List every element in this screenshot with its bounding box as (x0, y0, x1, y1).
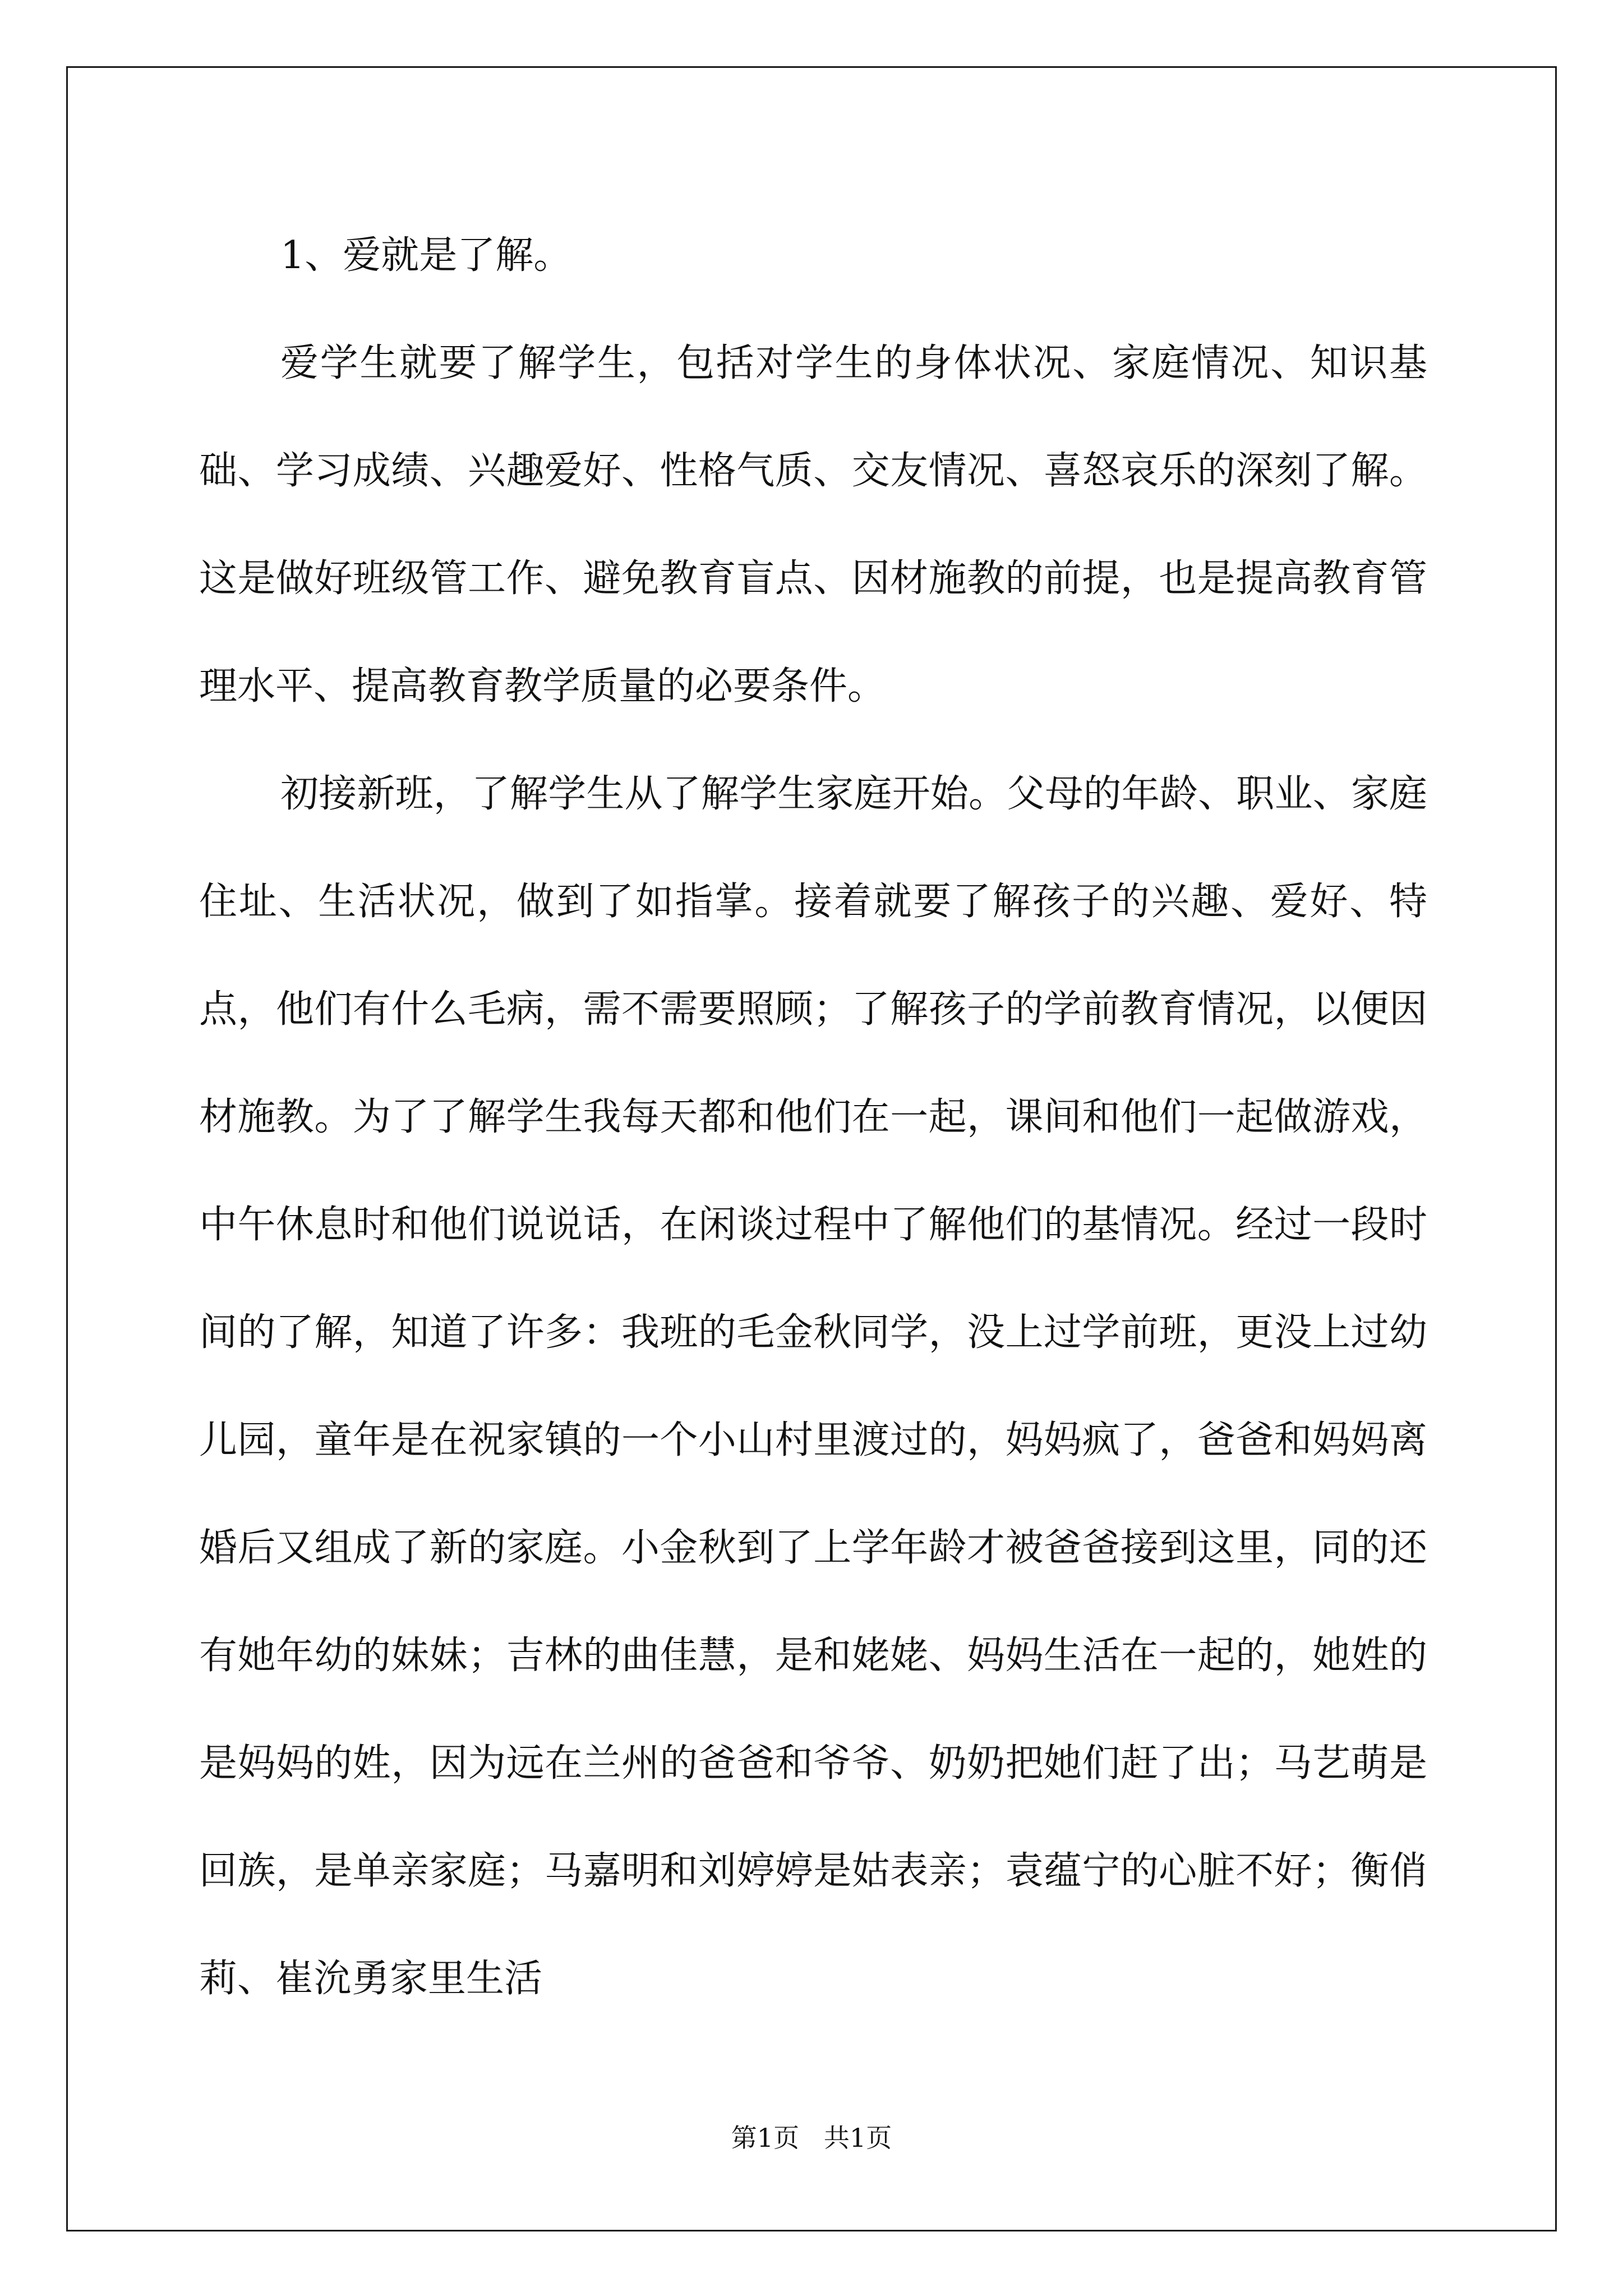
page-number-footer: 第1页 共1页 (731, 2123, 892, 2153)
paragraph: 初接新班，了解学生从了解学生家庭开始。父母的年龄、职业、家庭住址、生活状况，做到了如指掌。接着就要了解孩子的兴趣、爱好、特点，他们有什么毛病，需不需要照顾；了解孩子的学前教育情况，以便因材施教。为了了解学生我每天都和他们在一起，课间和他们一起做游戏，中午休息时和他们说说话，在闲谈过程中了解他们的基情况。经过一段时间的了解，知道了许多：我班的毛金秋同学，没上过学前班，更没上过幼儿园，童年是在祝家镇的一个小山村里渡过的，妈妈疯了，爸爸和妈妈离婚后又组成了新的家庭。小金秋到了上学年龄才被爸爸接到这里，同的还有她年幼的妹妹；吉林的曲佳慧，是和姥姥、妈妈生活在一起的，她姓的是妈妈的姓，因为远在兰州的爸爸和爷爷、奶奶把她们赶了出；马艺萌是回族，是单亲家庭；马嘉明和刘婷婷是姑表亲；袁蕴宁的心脏不好；衡俏莉、崔沇勇家里生活 (199, 772, 1427, 2001)
paragraph: 爱学生就要了解学生，包括对学生的身体状况、家庭情况、知识基础、学习成绩、兴趣爱好、性格气质、交友情况、喜怒哀乐的深刻了解。这是做好班级管工作、避免教育盲点、因材施教的前提，也是提高教育管理水平、提高教育教学质量的必要条件。 (199, 341, 1427, 708)
document-body (199, 202, 1427, 2033)
paragraph-heading: 1、爱就是了解。 (280, 233, 572, 278)
